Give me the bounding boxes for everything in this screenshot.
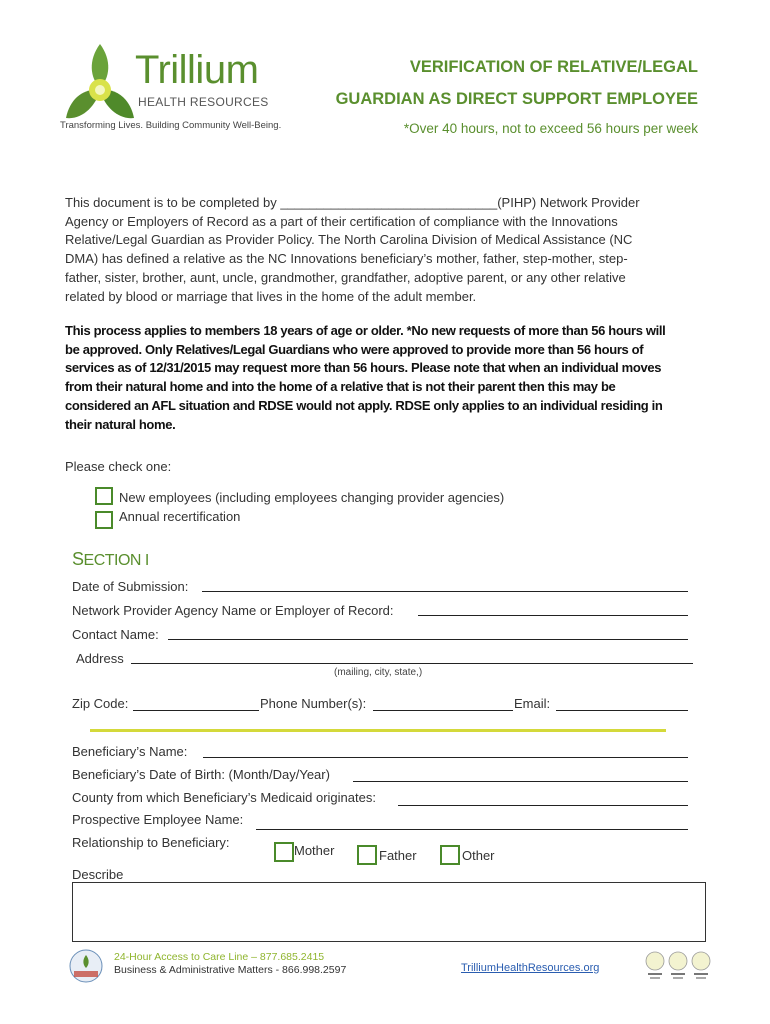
accreditation-badges-icon [644,949,714,983]
medicaid-county-label: County from which Beneficiary’s Medicaid originates: [72,790,376,805]
other-checkbox[interactable] [440,845,460,865]
intro-line: Agency or Employers of Record as a part of their certification of compliance with the Innovations [65,213,618,229]
father-option-label: Father [379,848,417,863]
process-line: be approved. Only Relatives/Legal Guardians who were approved to provide more than 56 hours of [65,341,644,357]
logo-subname: HEALTH RESOURCES [138,95,269,109]
process-line: services as of 12/31/2015 may request more than 56 hours. Please note that when an individual moves [65,360,662,376]
process-paragraph [65,322,705,434]
medicaid-county-field[interactable] [398,805,688,806]
new-employees-label: New employees (including employees changing provider agencies) [119,490,505,505]
check-one-prompt: Please check one: [65,459,172,474]
intro-line: This document is to be completed by ______________________________(PIHP) Network Provider [65,195,640,210]
zip-code-field[interactable] [133,710,259,711]
prospective-employee-label: Prospective Employee Name: [72,812,244,827]
email-label: Email: [514,696,551,711]
care-line-text: 24-Hour Access to Care Line – 877.685.2415 [114,951,325,963]
intro-paragraph [65,194,705,306]
agency-name-field[interactable] [418,615,688,616]
logo-tagline: Transforming Lives. Building Community Well-Being. [60,120,282,131]
date-of-submission-field[interactable] [202,591,688,592]
annual-recertification-checkbox[interactable] [95,511,113,529]
beneficiary-dob-field[interactable] [353,781,688,782]
agency-name-label: Network Provider Agency Name or Employer of Record: [72,603,394,618]
new-employees-checkbox[interactable] [95,487,113,505]
annual-recertification-label: Annual recertification [119,509,241,524]
beneficiary-dob-label: Beneficiary’s Date of Birth: (Month/Day/Year) [72,767,330,782]
father-checkbox[interactable] [357,845,377,865]
mother-checkbox[interactable] [274,842,294,862]
intro-line: related by blood or marriage that lives in the home of the adult member. [65,288,477,304]
other-option-label: Other [462,848,495,863]
process-line: from their natural home and into the home of a relative that is not their parent then this may be [65,379,616,395]
form-title-line2: GUARDIAN AS DIRECT SUPPORT EMPLOYEE [335,90,698,108]
beneficiary-name-field[interactable] [203,757,688,758]
contact-name-label: Contact Name: [72,627,159,642]
intro-line: father, sister, brother, aunt, uncle, grandmother, grandfather, adoptive parent, or any other relative [65,269,626,285]
process-line: considered an AFL situation and RDSE would not apply. RDSE only applies to an individual residing in [65,397,663,413]
mother-option-label: Mother [294,843,335,858]
intro-line: DMA) has defined a relative as the NC Innovations beneficiary’s mother, father, step-mother, step- [65,251,628,267]
website-link[interactable]: TrilliumHealthResources.org [461,962,600,974]
phone-number-field[interactable] [373,710,513,711]
address-hint: (mailing, city, state,) [334,667,423,678]
form-title-line1: VERIFICATION OF RELATIVE/LEGAL [409,58,698,76]
contact-name-field[interactable] [168,639,688,640]
process-line: This process applies to members 18 years of age or older. *No new requests of more than 56 hours will [65,323,666,338]
describe-textarea[interactable] [72,882,706,942]
logo-wordmark: Trillium [135,48,259,92]
describe-label: Describe [72,867,124,882]
prospective-employee-field[interactable] [256,829,688,830]
section-1-heading-rest: ECTION I [83,552,149,569]
section-divider [90,729,666,732]
address-label: Address [76,651,124,666]
date-of-submission-label: Date of Submission: [72,579,189,594]
business-line-text: Business & Administrative Matters - 866.998.2597 [114,964,347,976]
form-subtitle: *Over 40 hours, not to exceed 56 hours per week [403,121,698,136]
relationship-label: Relationship to Beneficiary: [72,835,230,850]
process-line: their natural home. [65,416,176,432]
section-1-heading [72,549,149,570]
zip-code-label: Zip Code: [72,696,129,711]
phone-number-label: Phone Number(s): [260,696,367,711]
section-1-heading-initial: S [72,549,84,569]
email-field[interactable] [556,710,688,711]
beneficiary-name-label: Beneficiary’s Name: [72,744,188,759]
address-field[interactable] [131,663,693,664]
footer-seal-icon [68,949,104,983]
intro-line: Relative/Legal Guardian as Provider Policy. The North Carolina Division of Medical Assistance (NC [65,232,633,248]
